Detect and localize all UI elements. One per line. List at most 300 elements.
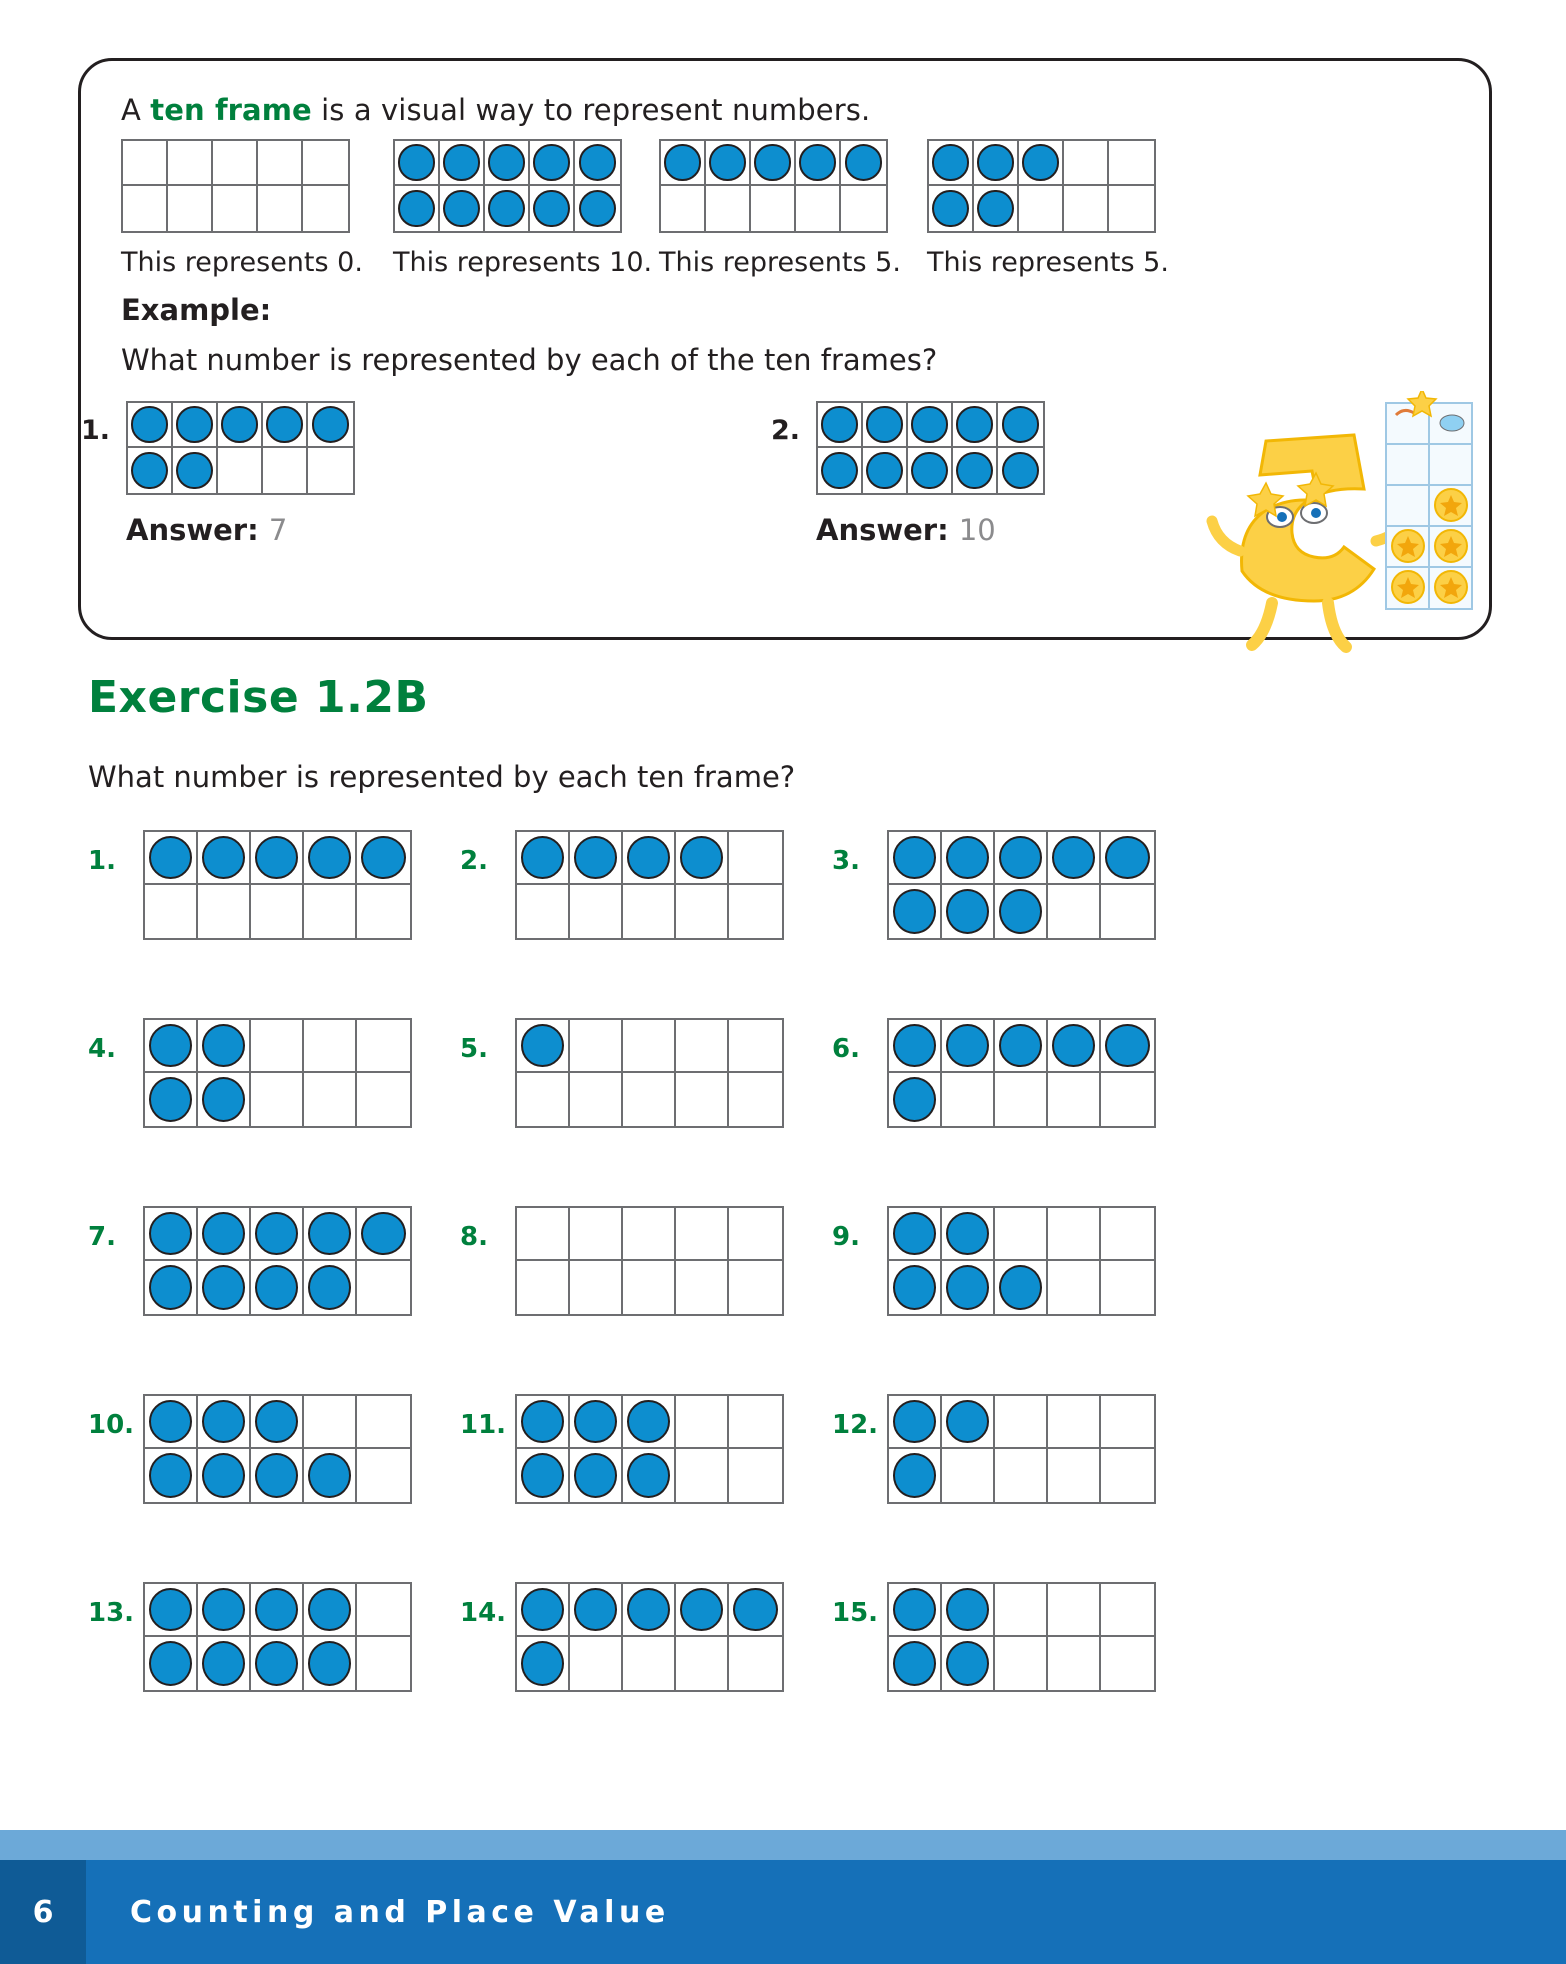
- demo-frame-caption: This represents 5.: [659, 247, 901, 278]
- ten-frame-cell: [251, 1020, 304, 1073]
- counter-dot-icon: [255, 1212, 298, 1255]
- ten-frame-cell: [995, 1020, 1048, 1073]
- problem-row: [88, 1394, 1488, 1582]
- problem-frame-wrapper[interactable]: [515, 1018, 784, 1128]
- counter-dot-icon: [221, 406, 257, 442]
- ten-frame-cell: [995, 885, 1048, 938]
- ten-frame-cell: [251, 1449, 304, 1502]
- counter-dot-icon: [946, 1641, 989, 1686]
- ten-frame-cell: [198, 1396, 251, 1449]
- mascot-number-five: [1206, 391, 1486, 711]
- ten-frame-cell: [517, 1637, 570, 1690]
- ten-frame-cell: [1019, 141, 1064, 186]
- ten-frame-cell: [1101, 885, 1154, 938]
- ten-frame-cell: [570, 1584, 623, 1637]
- counter-dot-icon: [709, 144, 745, 180]
- ten-frame-cell: [251, 832, 304, 885]
- ten-frame-cell: [1064, 141, 1109, 186]
- problem-row: [88, 1582, 1488, 1770]
- ten-frame-cell: [942, 1637, 995, 1690]
- ten-frame-cell: [357, 1261, 410, 1314]
- counter-dot-icon: [398, 190, 434, 228]
- problem-ten-frame: [887, 1394, 1156, 1504]
- ten-frame-cell: [1019, 186, 1064, 231]
- ten-frame-cell: [661, 186, 706, 231]
- counter-dot-icon: [308, 1212, 351, 1255]
- counter-dot-icon: [999, 1265, 1042, 1310]
- ten-frame-cell: [841, 186, 886, 231]
- ten-frame-cell: [729, 1261, 782, 1314]
- ten-frame-cell: [145, 1261, 198, 1314]
- counter-dot-icon: [488, 144, 524, 180]
- counter-dot-icon: [533, 190, 569, 228]
- ten-frame-cell: [751, 186, 796, 231]
- intro-prefix: A: [121, 93, 151, 127]
- problem-row: [88, 1018, 1488, 1206]
- ten-frame-cell: [198, 1449, 251, 1502]
- problem-ten-frame: [887, 1206, 1156, 1316]
- problem-number: 2.: [460, 846, 488, 876]
- ten-frame-cell: [889, 1073, 942, 1126]
- counter-dot-icon: [627, 836, 670, 879]
- ten-frame-cell: [168, 141, 213, 186]
- ten-frame-cell: [908, 448, 953, 493]
- counter-dot-icon: [255, 1641, 298, 1686]
- ten-frame-cell: [570, 1396, 623, 1449]
- demo-frame-3: [659, 139, 901, 278]
- ten-frame-cell: [173, 403, 218, 448]
- counter-dot-icon: [443, 144, 479, 180]
- ten-frame-cell: [145, 1449, 198, 1502]
- ten-frame-cell: [258, 186, 303, 231]
- ten-frame-cell: [796, 141, 841, 186]
- counter-dot-icon: [946, 1265, 989, 1310]
- counter-dot-icon: [308, 836, 351, 879]
- ten-frame-cell: [251, 1396, 304, 1449]
- ten-frame-cell: [198, 1208, 251, 1261]
- footer-chapter-title: Counting and Place Value: [130, 1895, 670, 1930]
- ten-frame-cell: [929, 141, 974, 186]
- footer-accent-bar: [0, 1830, 1566, 1860]
- problem-ten-frame: [887, 1582, 1156, 1692]
- ten-frame-cell: [145, 1584, 198, 1637]
- ten-frame-cell: [517, 1073, 570, 1126]
- ten-frame-cell: [357, 1584, 410, 1637]
- ten-frame-cell: [145, 885, 198, 938]
- ten-frame-cell: [942, 1261, 995, 1314]
- counter-dot-icon: [932, 144, 968, 180]
- ten-frame-cell: [953, 403, 998, 448]
- ten-frame-cell: [198, 1073, 251, 1126]
- problem-frame-wrapper[interactable]: [143, 830, 412, 940]
- counter-dot-icon: [176, 452, 212, 490]
- ten-frame-cell: [729, 1637, 782, 1690]
- counter-dot-icon: [1002, 452, 1040, 490]
- problem-number: 14.: [460, 1598, 507, 1628]
- counter-dot-icon: [733, 1588, 778, 1631]
- ten-frame-cell: [676, 885, 729, 938]
- ten-frame-cell: [1101, 1261, 1154, 1314]
- ten-frame-cell: [623, 1584, 676, 1637]
- ten-frame-cell: [1048, 1073, 1101, 1126]
- ten-frame-cell: [218, 403, 263, 448]
- ten-frame-cell: [251, 1208, 304, 1261]
- page-number-tab: [0, 1860, 86, 1964]
- problem-number: 13.: [88, 1598, 135, 1628]
- problem-ten-frame: [143, 1206, 412, 1316]
- ten-frame-cell: [1048, 832, 1101, 885]
- counter-dot-icon: [149, 1453, 192, 1498]
- example-question: What number is represented by each of the ten frames?: [121, 343, 938, 377]
- counter-dot-icon: [754, 144, 790, 180]
- problem-frame-wrapper[interactable]: [887, 1394, 1156, 1504]
- counter-dot-icon: [202, 1641, 245, 1686]
- ten-frame-cell: [676, 1073, 729, 1126]
- counter-dot-icon: [946, 1400, 989, 1443]
- counter-dot-icon: [574, 836, 617, 879]
- ten-frame-cell: [1101, 1073, 1154, 1126]
- counter-dot-icon: [521, 1641, 564, 1686]
- ten-frame-cell: [1101, 1020, 1154, 1073]
- ten-frame-cell: [1048, 885, 1101, 938]
- ten-frame-cell: [357, 885, 410, 938]
- ten-frame-cell: [995, 1396, 1048, 1449]
- ten-frame-cell: [623, 1449, 676, 1502]
- counter-dot-icon: [893, 1212, 936, 1255]
- counter-dot-icon: [893, 836, 936, 879]
- ten-frame-cell: [942, 832, 995, 885]
- ten-frame-cell: [729, 1020, 782, 1073]
- ten-frame-cell: [1048, 1261, 1101, 1314]
- counter-dot-icon: [521, 1024, 564, 1067]
- counter-dot-icon: [255, 1400, 298, 1443]
- example-answer-line: [126, 513, 287, 547]
- counter-dot-icon: [131, 406, 167, 442]
- counter-dot-icon: [255, 836, 298, 879]
- ten-frame-cell: [303, 186, 348, 231]
- ten-frame-cell: [1109, 141, 1154, 186]
- problem-frame-wrapper[interactable]: [887, 1206, 1156, 1316]
- problem-frame-wrapper[interactable]: [515, 1394, 784, 1504]
- ten-frame-cell: [676, 1208, 729, 1261]
- ten-frame-cell: [676, 1396, 729, 1449]
- counter-dot-icon: [680, 836, 723, 879]
- counter-dot-icon: [521, 836, 564, 879]
- counter-dot-icon: [946, 1024, 989, 1067]
- ten-frame-cell: [729, 1396, 782, 1449]
- ten-frame-cell: [304, 1020, 357, 1073]
- ten-frame-cell: [517, 832, 570, 885]
- ten-frame-cell: [995, 1261, 1048, 1314]
- ten-frame-cell: [942, 1020, 995, 1073]
- counter-dot-icon: [932, 190, 968, 228]
- problem-frame-wrapper[interactable]: [887, 830, 1156, 940]
- problem-frame-wrapper[interactable]: [143, 1394, 412, 1504]
- ten-frame-cell: [729, 1208, 782, 1261]
- ten-frame-cell: [530, 141, 575, 186]
- problem-frame-wrapper[interactable]: [515, 830, 784, 940]
- demo-frame-caption: This represents 5.: [927, 247, 1169, 278]
- ten-frame-cell: [1101, 1637, 1154, 1690]
- ten-frame-cell: [357, 1396, 410, 1449]
- problem-frame-wrapper[interactable]: [887, 1018, 1156, 1128]
- counter-dot-icon: [893, 1077, 936, 1122]
- counter-dot-icon: [680, 1588, 723, 1631]
- ten-frame-cell: [942, 1449, 995, 1502]
- counter-dot-icon: [361, 1212, 406, 1255]
- demo-ten-frame-4: [927, 139, 1156, 233]
- counter-dot-icon: [1052, 836, 1095, 879]
- ten-frame-cell: [889, 885, 942, 938]
- counter-dot-icon: [521, 1588, 564, 1631]
- ten-frame-cell: [304, 832, 357, 885]
- ten-frame-cell: [168, 186, 213, 231]
- ten-frame-cell: [517, 885, 570, 938]
- counter-dot-icon: [911, 406, 947, 442]
- ten-frame-cell: [251, 1261, 304, 1314]
- problem-ten-frame: [887, 1018, 1156, 1128]
- ten-frame-cell: [251, 1073, 304, 1126]
- ten-frame-cell: [942, 885, 995, 938]
- counter-dot-icon: [149, 836, 192, 879]
- ten-frame-cell: [953, 448, 998, 493]
- ten-frame-cell: [304, 885, 357, 938]
- problem-frame-wrapper[interactable]: [515, 1582, 784, 1692]
- ten-frame-cell: [1048, 1208, 1101, 1261]
- ten-frame-cell: [198, 885, 251, 938]
- ten-frame-cell: [128, 403, 173, 448]
- demo-frame-caption: This represents 10.: [393, 247, 653, 278]
- counter-dot-icon: [946, 1212, 989, 1255]
- problem-ten-frame: [515, 1582, 784, 1692]
- counter-dot-icon: [977, 190, 1013, 228]
- ten-frame-cell: [942, 1584, 995, 1637]
- ten-frame-cell: [357, 832, 410, 885]
- counter-dot-icon: [398, 144, 434, 180]
- demo-frame-caption: This represents 0.: [121, 247, 363, 278]
- ten-frame-cell: [995, 1208, 1048, 1261]
- counter-dot-icon: [1022, 144, 1058, 180]
- mascot-ten-frame-icon: [1386, 391, 1472, 609]
- example-item-number: 2.: [771, 415, 801, 446]
- example-frame-wrapper: [816, 401, 1045, 495]
- ten-frame-cell: [995, 1584, 1048, 1637]
- ten-frame-cell: [889, 1449, 942, 1502]
- counter-dot-icon: [266, 406, 302, 442]
- problem-frame-wrapper[interactable]: [515, 1206, 784, 1316]
- ten-frame-cell: [661, 141, 706, 186]
- counter-dot-icon: [574, 1400, 617, 1443]
- counter-dot-icon: [893, 1453, 936, 1498]
- ten-frame-cell: [995, 1449, 1048, 1502]
- counter-dot-icon: [1052, 1024, 1095, 1067]
- ten-frame-cell: [889, 1208, 942, 1261]
- info-box: [78, 58, 1492, 640]
- mascot-illustration: [1206, 391, 1486, 711]
- ten-frame-cell: [485, 141, 530, 186]
- ten-frame-cell: [198, 1261, 251, 1314]
- problem-frame-wrapper[interactable]: [143, 1206, 412, 1316]
- counter-dot-icon: [866, 452, 902, 490]
- counter-dot-icon: [149, 1641, 192, 1686]
- counter-dot-icon: [255, 1453, 298, 1498]
- problem-number: 15.: [832, 1598, 879, 1628]
- counter-dot-icon: [1002, 406, 1040, 442]
- counter-dot-icon: [956, 452, 992, 490]
- ten-frame-cell: [440, 141, 485, 186]
- ten-frame-cell: [395, 186, 440, 231]
- counter-dot-icon: [202, 1265, 245, 1310]
- exercise-heading: Exercise 1.2B: [88, 672, 429, 723]
- counter-dot-icon: [533, 144, 569, 180]
- ten-frame-cell: [570, 1208, 623, 1261]
- counter-dot-icon: [361, 836, 406, 879]
- ten-frame-cell: [1109, 186, 1154, 231]
- ten-frame-cell: [998, 448, 1043, 493]
- problem-row: [88, 1206, 1488, 1394]
- ten-frame-cell: [889, 1584, 942, 1637]
- ten-frame-cell: [623, 1396, 676, 1449]
- ten-frame-cell: [676, 1584, 729, 1637]
- exercise-instruction: What number is represented by each ten frame?: [88, 760, 796, 794]
- problem-number: 12.: [832, 1410, 879, 1440]
- ten-frame-cell: [889, 1396, 942, 1449]
- counter-dot-icon: [308, 1588, 351, 1631]
- ten-frame-cell: [123, 141, 168, 186]
- problem-row: [88, 830, 1488, 1018]
- example-ten-frame-1: [126, 401, 355, 495]
- ten-frame-cell: [304, 1637, 357, 1690]
- ten-frame-cell: [570, 1637, 623, 1690]
- ten-frame-cell: [145, 1208, 198, 1261]
- footer-bar: [0, 1860, 1566, 1964]
- problem-number: 10.: [88, 1410, 135, 1440]
- ten-frame-cell: [198, 1020, 251, 1073]
- example-label: Example:: [121, 293, 272, 327]
- ten-frame-cell: [308, 448, 353, 493]
- ten-frame-cell: [304, 1584, 357, 1637]
- ten-frame-cell: [198, 1584, 251, 1637]
- counter-dot-icon: [149, 1265, 192, 1310]
- ten-frame-cell: [889, 832, 942, 885]
- problem-number: 1.: [88, 846, 116, 876]
- ten-frame-cell: [1048, 1449, 1101, 1502]
- ten-frame-cell: [575, 141, 620, 186]
- counter-dot-icon: [312, 406, 350, 442]
- ten-frame-cell: [570, 832, 623, 885]
- problem-number: 11.: [460, 1410, 507, 1440]
- ten-frame-cell: [908, 403, 953, 448]
- demo-frame-4: [927, 139, 1169, 278]
- counter-dot-icon: [149, 1400, 192, 1443]
- example-item-number: 1.: [81, 415, 111, 446]
- ten-frame-cell: [395, 141, 440, 186]
- counter-dot-icon: [821, 452, 857, 490]
- problem-frame-wrapper[interactable]: [887, 1582, 1156, 1692]
- ten-frame-cell: [570, 885, 623, 938]
- ten-frame-cell: [357, 1020, 410, 1073]
- problem-ten-frame: [515, 830, 784, 940]
- counter-dot-icon: [255, 1588, 298, 1631]
- counter-dot-icon: [946, 836, 989, 879]
- answer-value: 10: [958, 513, 996, 547]
- ten-frame-cell: [570, 1449, 623, 1502]
- demo-ten-frame-3: [659, 139, 888, 233]
- ten-frame-cell: [570, 1261, 623, 1314]
- ten-frame-cell: [517, 1208, 570, 1261]
- ten-frame-cell: [729, 832, 782, 885]
- ten-frame-cell: [570, 1073, 623, 1126]
- ten-frame-cell: [998, 403, 1043, 448]
- demo-ten-frame-2: [393, 139, 622, 233]
- counter-dot-icon: [443, 190, 479, 228]
- problem-ten-frame: [887, 830, 1156, 940]
- counter-dot-icon: [308, 1453, 351, 1498]
- ten-frame-cell: [706, 186, 751, 231]
- counter-dot-icon: [893, 1024, 936, 1067]
- ten-frame-cell: [263, 403, 308, 448]
- ten-frame-cell: [357, 1637, 410, 1690]
- ten-frame-cell: [251, 1584, 304, 1637]
- ten-frame-cell: [623, 1637, 676, 1690]
- ten-frame-cell: [676, 1637, 729, 1690]
- problem-number: 4.: [88, 1034, 116, 1064]
- ten-frame-cell: [623, 1261, 676, 1314]
- ten-frame-cell: [304, 1073, 357, 1126]
- counter-dot-icon: [149, 1024, 192, 1067]
- ten-frame-cell: [570, 1020, 623, 1073]
- problem-frame-wrapper[interactable]: [143, 1018, 412, 1128]
- counter-dot-icon: [893, 889, 936, 934]
- ten-frame-cell: [440, 186, 485, 231]
- ten-frame-cell: [304, 1396, 357, 1449]
- ten-frame-cell: [1048, 1396, 1101, 1449]
- counter-dot-icon: [999, 836, 1042, 879]
- counter-dot-icon: [821, 406, 857, 442]
- ten-frame-cell: [818, 403, 863, 448]
- counter-dot-icon: [521, 1400, 564, 1443]
- problem-frame-wrapper[interactable]: [143, 1582, 412, 1692]
- counter-dot-icon: [202, 836, 245, 879]
- ten-frame-cell: [729, 1449, 782, 1502]
- counter-dot-icon: [574, 1588, 617, 1631]
- counter-dot-icon: [202, 1077, 245, 1122]
- intro-term: ten frame: [150, 93, 312, 127]
- ten-frame-cell: [889, 1261, 942, 1314]
- counter-dot-icon: [664, 144, 700, 180]
- ten-frame-cell: [213, 186, 258, 231]
- counter-dot-icon: [627, 1453, 670, 1498]
- ten-frame-cell: [995, 1637, 1048, 1690]
- counter-dot-icon: [893, 1265, 936, 1310]
- ten-frame-cell: [841, 141, 886, 186]
- ten-frame-cell: [198, 1637, 251, 1690]
- problem-ten-frame: [515, 1206, 784, 1316]
- counter-dot-icon: [977, 144, 1013, 180]
- counter-dot-icon: [202, 1212, 245, 1255]
- counter-dot-icon: [946, 1588, 989, 1631]
- ten-frame-cell: [303, 141, 348, 186]
- problem-ten-frame: [143, 1582, 412, 1692]
- ten-frame-cell: [796, 186, 841, 231]
- ten-frame-cell: [517, 1584, 570, 1637]
- ten-frame-cell: [974, 186, 1019, 231]
- counter-dot-icon: [579, 144, 617, 180]
- ten-frame-cell: [218, 448, 263, 493]
- ten-frame-cell: [676, 1261, 729, 1314]
- ten-frame-cell: [304, 1449, 357, 1502]
- counter-dot-icon: [579, 190, 617, 228]
